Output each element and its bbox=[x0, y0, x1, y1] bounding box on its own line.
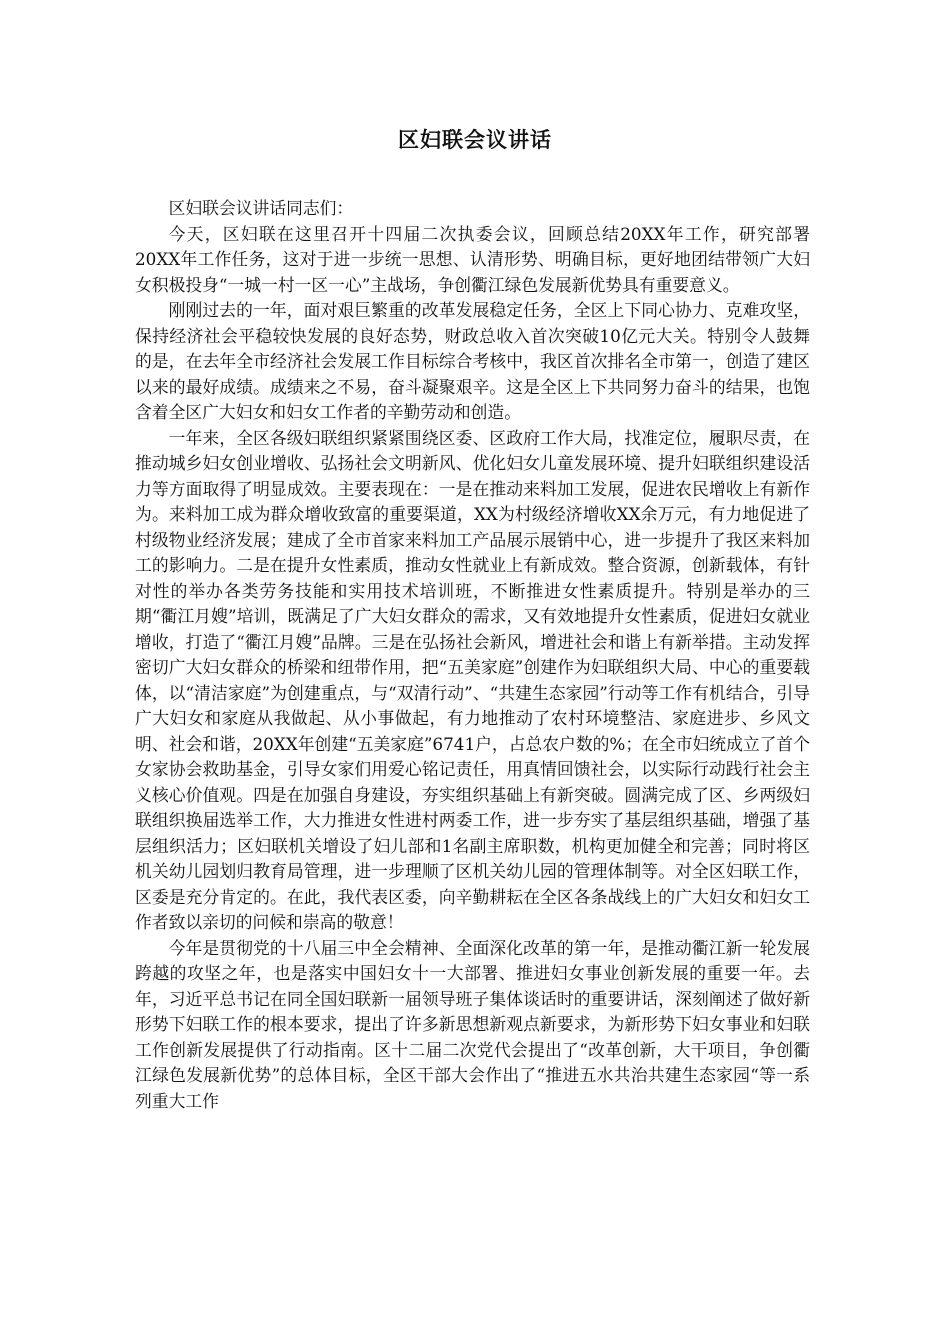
salutation: 区妇联会议讲话同志们： bbox=[168, 198, 354, 218]
paragraph-3: 一年来，全区各级妇联组织紧紧围绕区委、区政府工作大局，找准定位，履职尽责，在推动城乡妇女创业增收、弘扬社会文明新风、优化妇女儿童发展环境、提升妇联组织建设活力等方面取得了明显成效。主要表现在：一是在推动来料加工发展，促进农民增收上有新作为。来料加工成为群众增收致富的重要渠道，XX为村级经济增收XX余万元，有力地促进了村级物业经济发展；建成了全市首家来料加工产品展示展销中心，进一步提升了我区来料加工的影响力。二是在提升女性素质，推动女性就业上有新成效。整合资源，创新载体，有针对性的举办各类劳务技能和实用技术培训班，不断推进女性素质提升。特别是举办的三期“衢江月嫂”培训，既满足了广大妇女群众的需求，又有效地提升女性素质，促进妇女就业增收，打造了“衢江月嫂”品牌。三是在弘扬社会新风，增进社会和谐上有新举措。主动发挥密切广大妇女群众的桥梁和纽带作用，把“五美家庭”创建作为妇联组织大局、中心的重要载体，以“清洁家庭”为创建重点，与“双清行动”、“共建生态家园”行动等工作有机结合，引导广大妇女和家庭从我做起、从小事做起，有力地推动了农村环境整洁、家庭进步、乡风文明、社会和谐，20XX年创建“五美家庭”6741户，占总农户数的%；在全市妇统成立了首个女家协会救助基金，引导女家们用爱心铭记责任，用真情回馈社会，以实际行动践行社会主义核心价值观。四是在加强自身建设，夯实组织基础上有新突破。圆满完成了区、乡两级妇联组织换届选举工作，大力推进女性进村两委工作，进一步夯实了基层组织基础，增强了基层组织活力；区妇联机关增设了妇儿部和1名副主席职数，机构更加健全和完善；同时将区机关幼儿园划归教育局管理，进一步理顺了区机关幼儿园的管理体制等。对全区妇联工作，区委是充分肯定的。在此，我代表区委，向辛勤耕耘在全区各条战线上的广大妇女和妇女工作者致以亲切的问候和崇高的敬意！ bbox=[135, 427, 810, 932]
paragraph-2: 刚刚过去的一年，面对艰巨繁重的改革发展稳定任务，全区上下同心协力、克难攻坚，保持经济社会平稳较快发展的良好态势，财政总收入首次突破10亿元大关。特别令人鼓舞的是，在去年全市经济社会发展工作目标综合考核中，我区首次排名全市第一，创造了建区以来的最好成绩。成绩来之不易，奋斗凝聚艰辛。这是全区上下共同努力奋斗的结果，也饱含着全区广大妇女和妇女工作者的辛勤劳动和创造。 bbox=[135, 300, 810, 422]
document-body bbox=[135, 196, 810, 1114]
paragraph-4: 今年是贯彻党的十八届三中全会精神、全面深化改革的第一年，是推动衢江新一轮发展跨越的攻坚之年，也是落实中国妇女十一大部署、推进妇女事业创新发展的重要一年。去年，习近平总书记在同全国妇联新一届领导班子集体谈话时的重要讲话，深刻阐述了做好新形势下妇联工作的根本要求，提出了许多新思想新观点新要求，为新形势下妇女事业和妇联工作创新发展提供了行动指南。区十二届二次党代会提出了“改革创新，大干项目，争创衢江绿色发展新优势”的总体目标，全区干部大会作出了“推进五水共治共建生态家园“等一系列重大工作 bbox=[135, 937, 810, 1111]
document-title: 区妇联会议讲话 bbox=[398, 127, 552, 152]
paragraph-1: 今天，区妇联在这里召开十四届二次执委会议，回顾总结20XX年工作，研究部署20XX年工作任务，这对于进一步统一思想、认清形势、明确目标，更好地团结带领广大妇女积极投身“一城一村一区一心”主战场，争创衢江绿色发展新优势具有重要意义。 bbox=[135, 223, 810, 295]
